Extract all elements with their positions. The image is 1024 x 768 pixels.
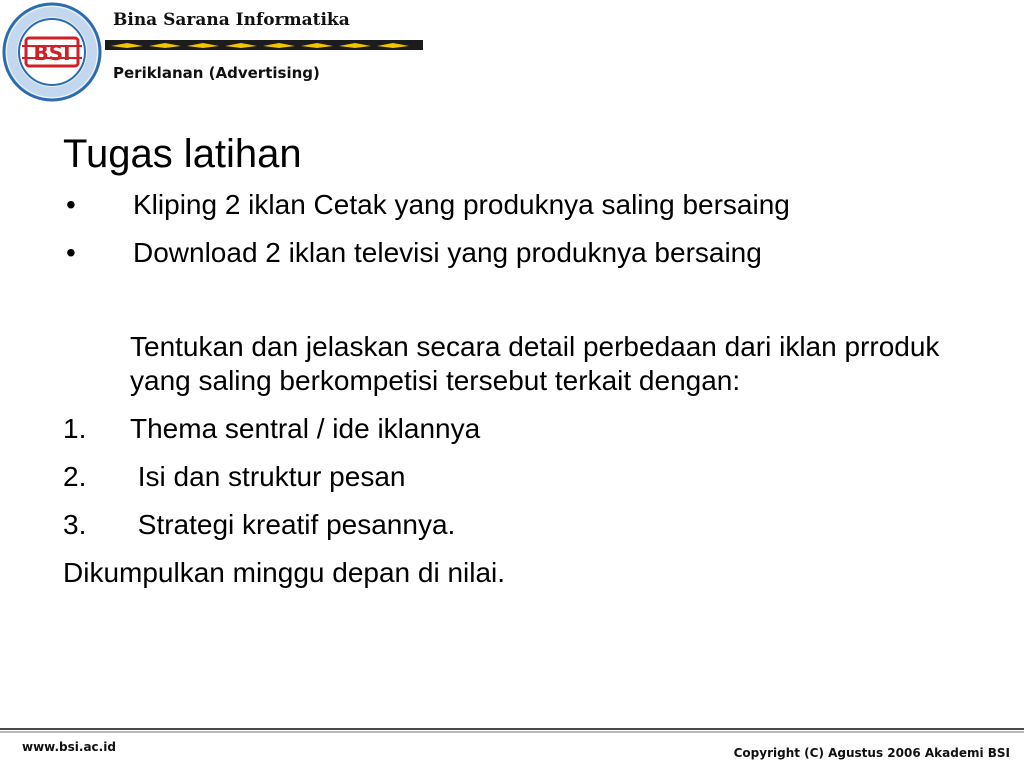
bullet-marker: • <box>66 189 76 220</box>
slide-content <box>63 130 963 590</box>
numbered-item <box>63 460 963 494</box>
logo-monogram: BSI <box>33 41 71 65</box>
bullet-text: Download 2 iklan televisi yang produknya bersaing <box>133 237 762 268</box>
numbered-text: Strategi kreatif pesannya. <box>130 509 456 540</box>
bullet-item <box>63 236 963 270</box>
header-stripe <box>105 40 423 50</box>
course-title: Periklanan (Advertising) <box>113 64 320 82</box>
footer-divider-shadow <box>0 731 1024 733</box>
footer-copyright: Copyright (C) Agustus 2006 Akademi BSI <box>733 746 1010 760</box>
bullet-marker: • <box>66 237 76 268</box>
number-marker: 3. <box>63 509 87 540</box>
bullet-text: Kliping 2 iklan Cetak yang produknya saling bersaing <box>133 189 790 220</box>
footer-website: www.bsi.ac.id <box>22 740 116 754</box>
org-name: Bina Sarana Informatika <box>113 10 350 30</box>
number-marker: 1. <box>63 413 87 444</box>
number-marker: 2. <box>63 461 87 492</box>
numbered-item <box>63 412 963 446</box>
bsi-logo-emblem <box>2 2 102 102</box>
bsi-logo <box>2 2 102 102</box>
bullet-item <box>63 188 963 222</box>
footer-divider <box>0 728 1024 730</box>
instruction-paragraph: Tentukan dan jelaskan secara detail perbedaan dari iklan prroduk yang saling berkompetisi tersebut terkait dengan: <box>130 331 940 396</box>
slide-title: Tugas latihan <box>63 132 302 176</box>
numbered-text: Thema sentral / ide iklannya <box>130 413 481 444</box>
numbered-text: Isi dan struktur pesan <box>130 461 406 492</box>
numbered-item <box>63 508 963 542</box>
closing-text: Dikumpulkan minggu depan di nilai. <box>63 557 506 588</box>
closing-line <box>63 556 963 590</box>
